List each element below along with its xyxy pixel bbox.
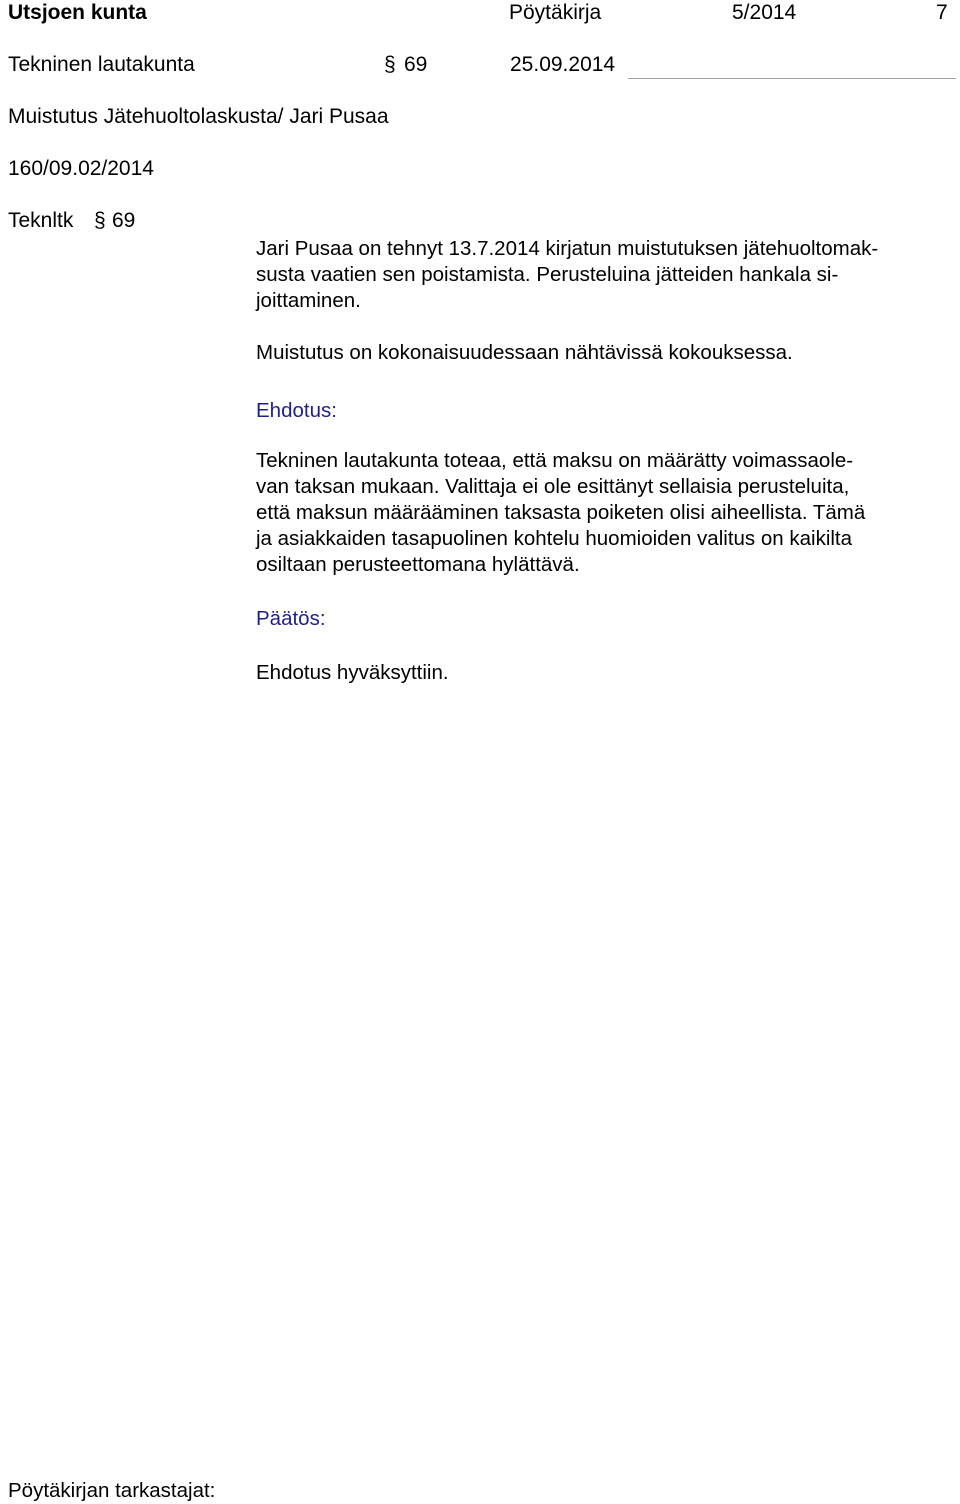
- document-type: Pöytäkirja: [509, 1, 602, 24]
- previous-handling-symbol: §: [94, 209, 106, 232]
- paragraph-1-line: joittaminen.: [256, 289, 361, 312]
- proposal-line: että maksun määrääminen taksasta poiketen olisi aiheellista. Tämä: [256, 501, 866, 524]
- proposal-line: van taksan mukaan. Valittaja ei ole esittänyt sellaisia perusteluita,: [256, 475, 850, 498]
- inspectors-label: Pöytäkirjan tarkastajat:: [8, 1479, 216, 1502]
- proposal-line: osiltaan perusteettomana hylättävä.: [256, 553, 580, 576]
- proposal-line: ja asiakkaiden tasapuolinen kohtelu huomioiden valitus on kaikilta: [256, 527, 853, 550]
- municipality-name: Utsjoen kunta: [8, 1, 147, 24]
- previous-handling-board: Teknltk: [8, 209, 74, 232]
- proposal-line: Tekninen lautakunta toteaa, että maksu on määrätty voimassaole-: [256, 449, 854, 472]
- paragraph-1: [256, 236, 878, 314]
- previous-handling-number: 69: [112, 209, 136, 232]
- header-divider: [628, 78, 956, 79]
- proposal-text: [256, 448, 865, 578]
- decision-heading: Päätös:: [256, 607, 326, 630]
- section-symbol: §: [384, 53, 396, 76]
- paragraph-2: Muistutus on kokonaisuudessaan nähtävissä kokouksessa.: [256, 341, 793, 364]
- document-number: 5/2014: [732, 1, 797, 24]
- page-number: 7: [936, 1, 948, 24]
- proposal-heading: Ehdotus:: [256, 399, 337, 422]
- section-number: 69: [404, 53, 428, 76]
- paragraph-1-line: susta vaatien sen poistamista. Perusteluina jätteiden hankala si-: [256, 263, 839, 286]
- decision-text: Ehdotus hyväksyttiin.: [256, 661, 449, 684]
- paragraph-1-line: Jari Pusaa on tehnyt 13.7.2014 kirjatun muistutuksen jätehuoltomak-: [256, 237, 879, 260]
- board-name: Tekninen lautakunta: [8, 53, 195, 76]
- meeting-date: 25.09.2014: [510, 53, 616, 76]
- record-number: 160/09.02/2014: [8, 157, 154, 180]
- subject-title: Muistutus Jätehuoltolaskusta/ Jari Pusaa: [8, 105, 389, 128]
